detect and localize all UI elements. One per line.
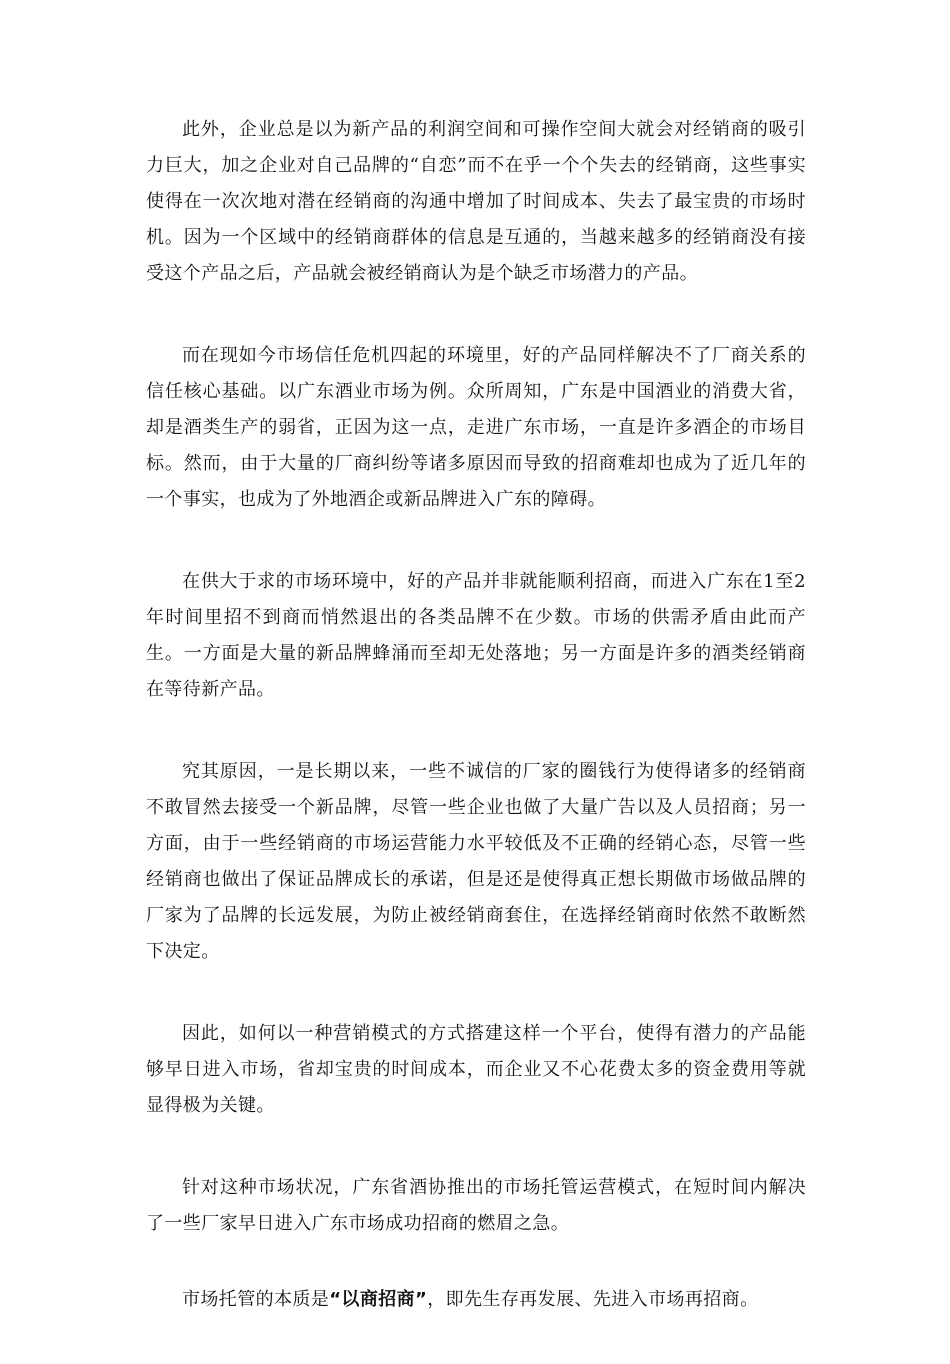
paragraph-7-lead: 市场托管的本质是 xyxy=(182,1289,330,1310)
document-page xyxy=(146,112,806,1364)
paragraph-3: 在供大于求的市场环境中，好的产品并非就能顺利招商，而进入广东在1至2年时间里招不到商而悄然退出的各类品牌不在少数。市场的供需矛盾由此而产生。一方面是大量的新品牌蜂涌而至却无处落地；另一方面是许多的酒类经销商在等待新产品。 xyxy=(146,571,806,700)
paragraph-4: 究其原因，一是长期以来，一些不诚信的厂家的圈钱行为使得诸多的经销商不敢冒然去接受一个新品牌，尽管一些企业也做了大量广告以及人员招商；另一方面，由于一些经销商的市场运营能力水平较低及不正确的经销心态，尽管一些经销商也做出了保证品牌成长的承诺，但是还是使得真正想长期做市场做品牌的厂家为了品牌的长远发展，为防止被经销商套住，在选择经销商时依然不敢断然下决定。 xyxy=(146,761,806,962)
paragraph-7-tail: ，即先生存再发展、先进入市场再招商。 xyxy=(427,1289,759,1310)
paragraph-2: 而在现如今市场信任危机四起的环境里，好的产品同样解决不了厂商关系的信任核心基础。以广东酒业市场为例。众所周知，广东是中国酒业的消费大省，却是酒类生产的弱省，正因为这一点，走进广东市场，一直是许多酒企的市场目标。然而，由于大量的厂商纠纷等诸多原因而导致的招商难却也成为了近几年的一个事实，也成为了外地酒企或新品牌进入广东的障碍。 xyxy=(146,345,806,510)
paragraph-7 xyxy=(146,1282,806,1318)
paragraph-5: 因此，如何以一种营销模式的方式搭建这样一个平台，使得有潜力的产品能够早日进入市场，省却宝贵的时间成本，而企业又不心花费太多的资金费用等就显得极为关键。 xyxy=(146,1023,806,1116)
paragraph-1: 此外，企业总是以为新产品的利润空间和可操作空间大就会对经销商的吸引力巨大，加之企业对自己品牌的“自恋”而不在乎一个个失去的经销商，这些事实使得在一次次地对潜在经销商的沟通中增加了时间成本、失去了最宝贵的市场时机。因为一个区域中的经销商群体的信息是互通的，当越来越多的经销商没有接受这个产品之后，产品就会被经销商认为是个缺乏市场潜力的产品。 xyxy=(146,119,806,284)
paragraph-6: 针对这种市场状况，广东省酒协推出的市场托管运营模式，在短时间内解决了一些厂家早日进入广东市场成功招商的燃眉之急。 xyxy=(146,1177,806,1234)
emphasis-text: “以商招商” xyxy=(329,1289,428,1310)
